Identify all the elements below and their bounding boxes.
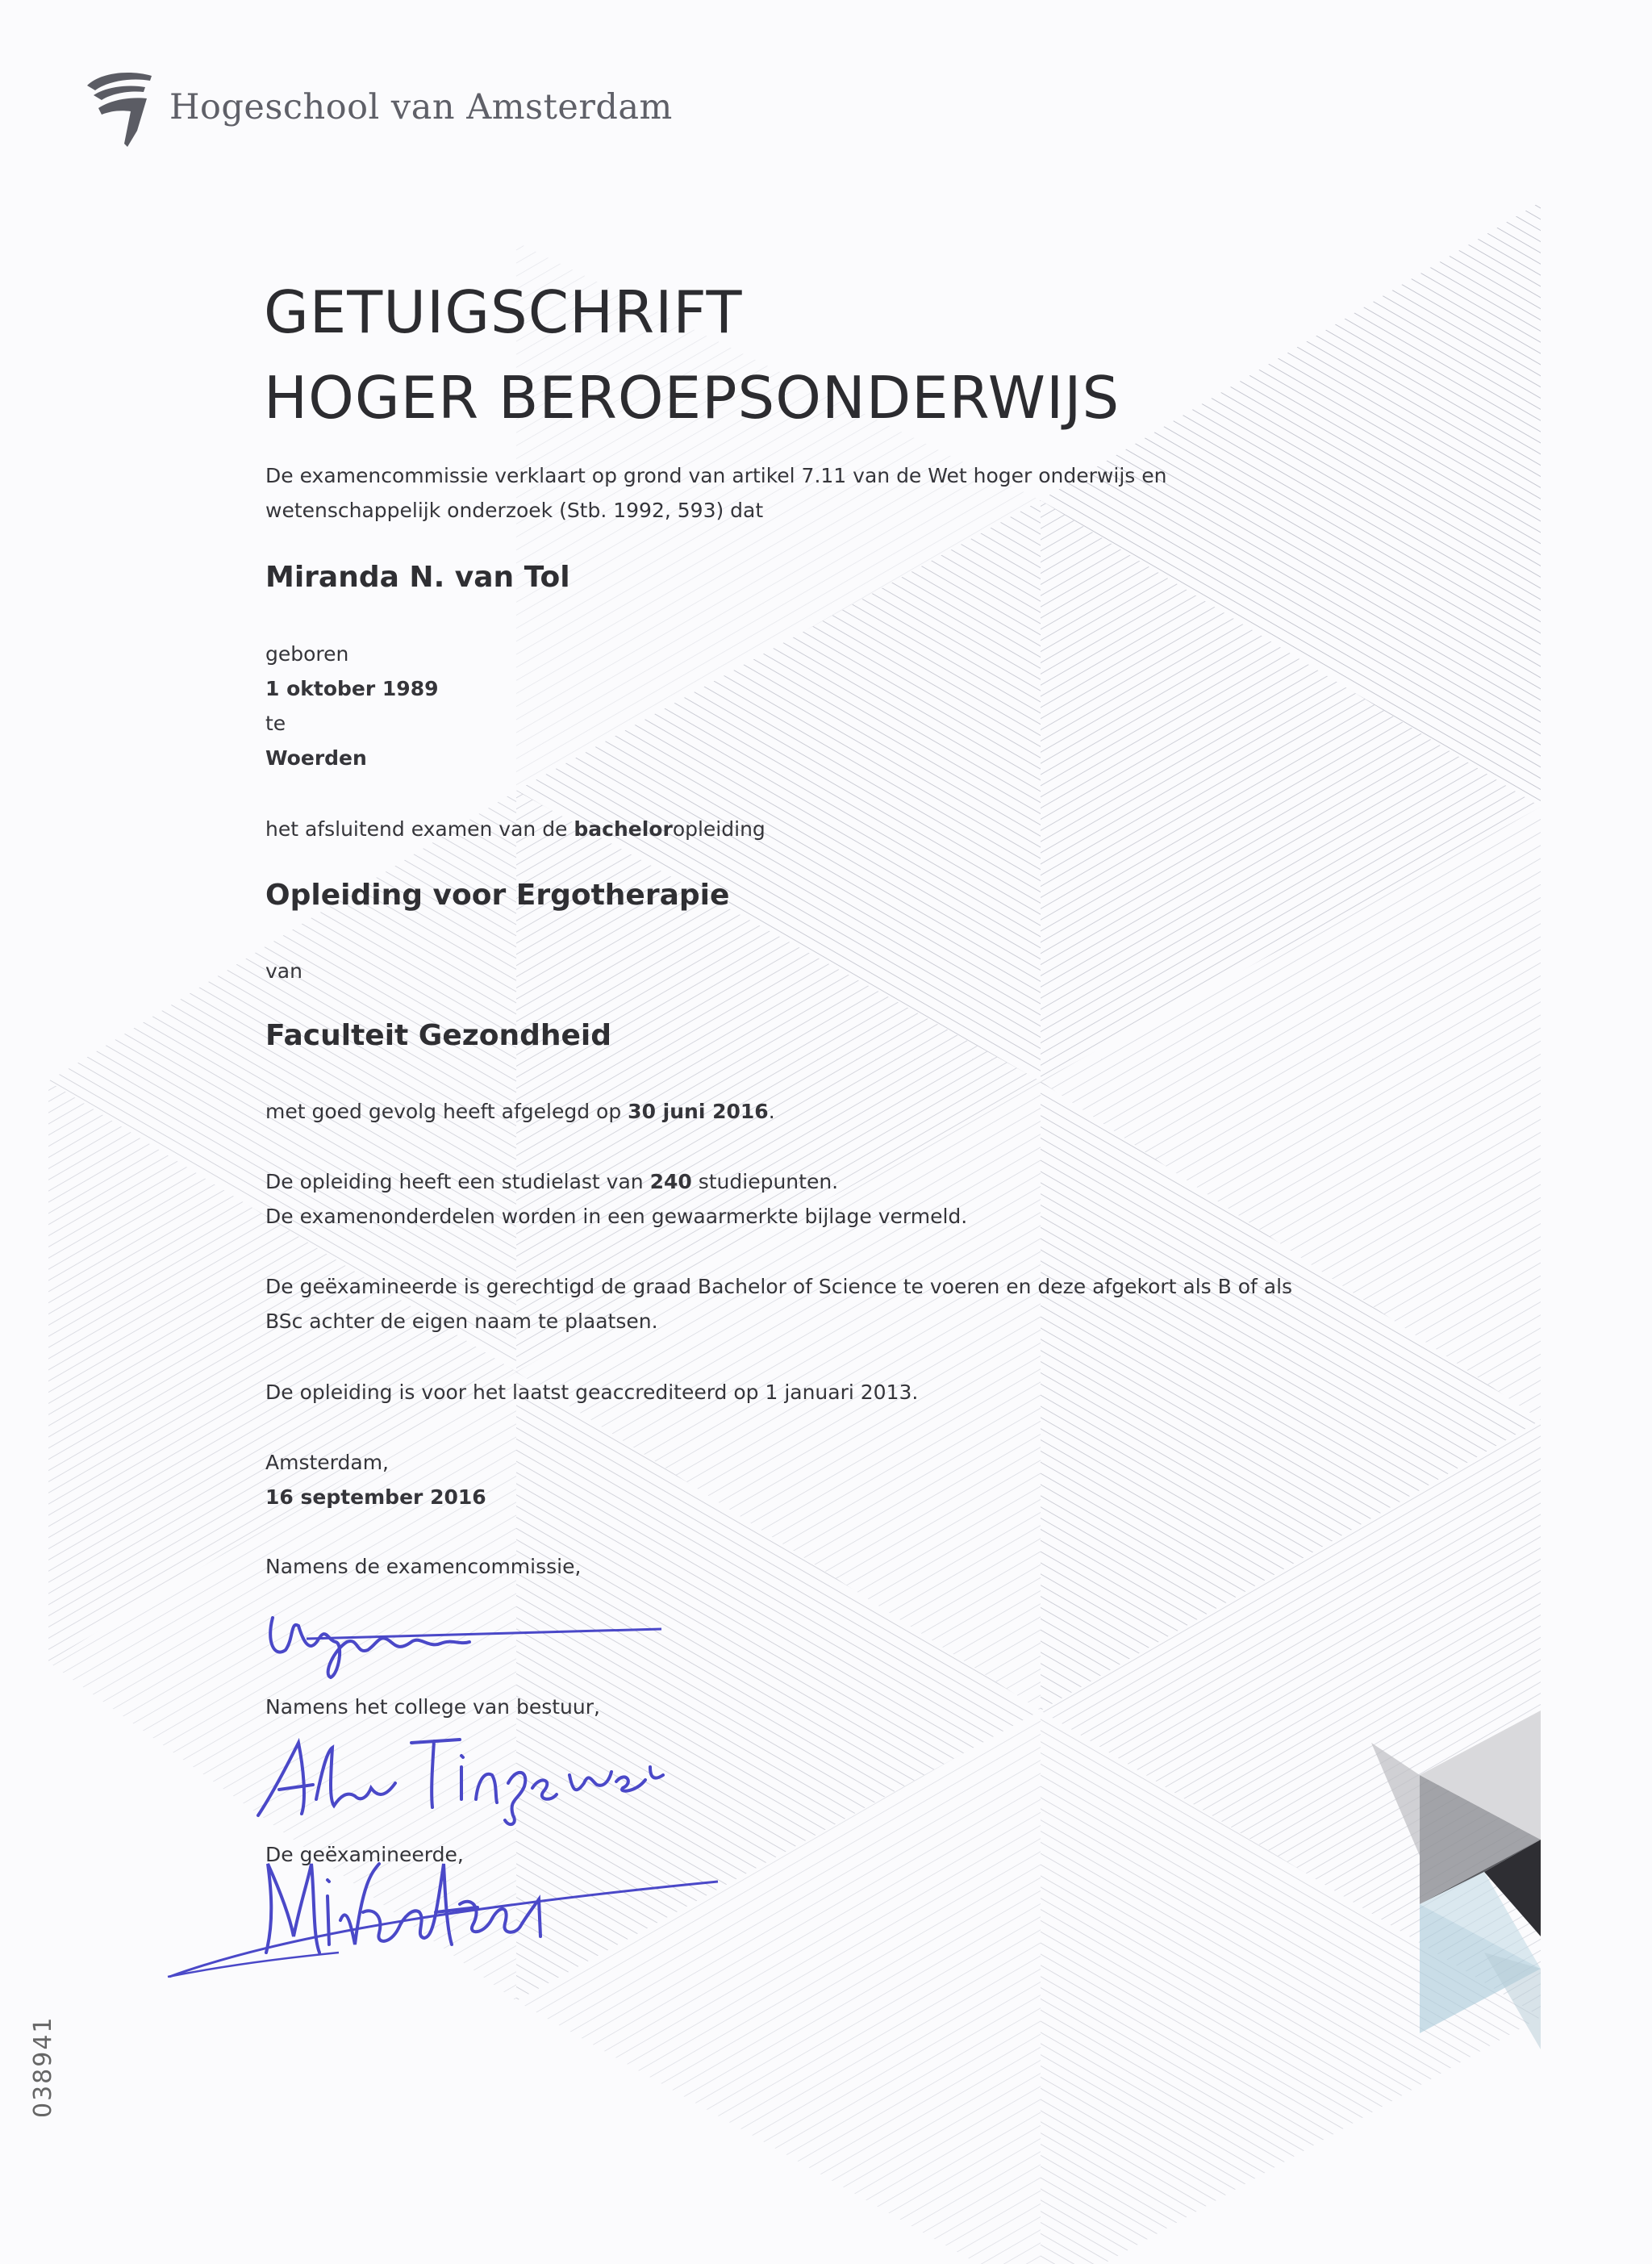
degree-block: [265, 1269, 1292, 1339]
student-name: Miranda N. van Tol: [265, 561, 570, 594]
degree-line-1: De geëxamineerde is gerechtigd de graad Bachelor of Science te voeren en deze afgekort als B of als: [265, 1275, 1293, 1298]
issue-city: Amsterdam,: [265, 1451, 389, 1474]
signature-label-graduate: De geëxamineerde,: [265, 1843, 464, 1866]
born-label: geboren: [265, 642, 349, 666]
signature-graduate: [161, 1848, 726, 1985]
signature-exam-committee: [258, 1594, 678, 1682]
exam-suffix: opleiding: [672, 817, 766, 841]
faculty-name: Faculteit Gezondheid: [265, 1019, 611, 1052]
issue-date: 16 september 2016: [265, 1485, 486, 1509]
signature-label-exam-committee: Namens de examencommissie,: [265, 1555, 582, 1578]
title-line-1: GETUIGSCHRIFT: [264, 278, 743, 346]
passed-line: [265, 1094, 775, 1129]
signature-board: [250, 1719, 670, 1832]
credits-value: 240: [649, 1170, 692, 1193]
hva-logo-icon: [77, 63, 158, 152]
title-line-2: HOGER BEROEPSONDERWIJS: [264, 364, 1120, 432]
passed-date: 30 juni 2016: [628, 1100, 769, 1123]
of-label: van: [265, 959, 302, 983]
passed-suffix: .: [768, 1100, 775, 1123]
birth-date: 1 oktober 1989: [265, 677, 439, 700]
exam-type: bachelor: [574, 817, 673, 841]
credits-prefix: De opleiding heeft een studielast van: [265, 1170, 650, 1193]
credits-line: [265, 1164, 967, 1199]
exam-prefix: het afsluitend examen van de: [265, 817, 574, 841]
at-label: te: [265, 712, 286, 735]
program-name: Opleiding voor Ergotherapie: [265, 879, 730, 912]
accreditation-line: De opleiding is voor het laatst geaccrediteerd op 1 januari 2013.: [265, 1381, 919, 1404]
institution-logo: [77, 63, 673, 152]
credits-suffix: studiepunten.: [691, 1170, 839, 1193]
exam-line: [265, 812, 766, 846]
signature-label-board: Namens het college van bestuur,: [265, 1695, 600, 1719]
intro-line-1: De examencommissie verklaart op grond van artikel 7.11 van de Wet hoger onderwijs en: [265, 464, 1167, 487]
issue-block: [265, 1445, 486, 1514]
passed-prefix: met goed gevolg heeft afgelegd op: [265, 1100, 628, 1123]
serial-number: 038941: [29, 2015, 57, 2118]
birth-block: [265, 637, 439, 775]
intro-text: [265, 458, 1166, 528]
intro-line-2: wetenschappelijk onderzoek (Stb. 1992, 593) dat: [265, 499, 764, 522]
appendix-line: De examenonderdelen worden in een gewaarmerkte bijlage vermeld.: [265, 1205, 968, 1228]
credits-block: [265, 1164, 967, 1234]
degree-line-2: BSc achter de eigen naam te plaatsen.: [265, 1310, 658, 1333]
document-title: [264, 269, 1120, 441]
birth-place: Woerden: [265, 746, 367, 770]
institution-name: Hogeschool van Amsterdam: [169, 87, 673, 127]
